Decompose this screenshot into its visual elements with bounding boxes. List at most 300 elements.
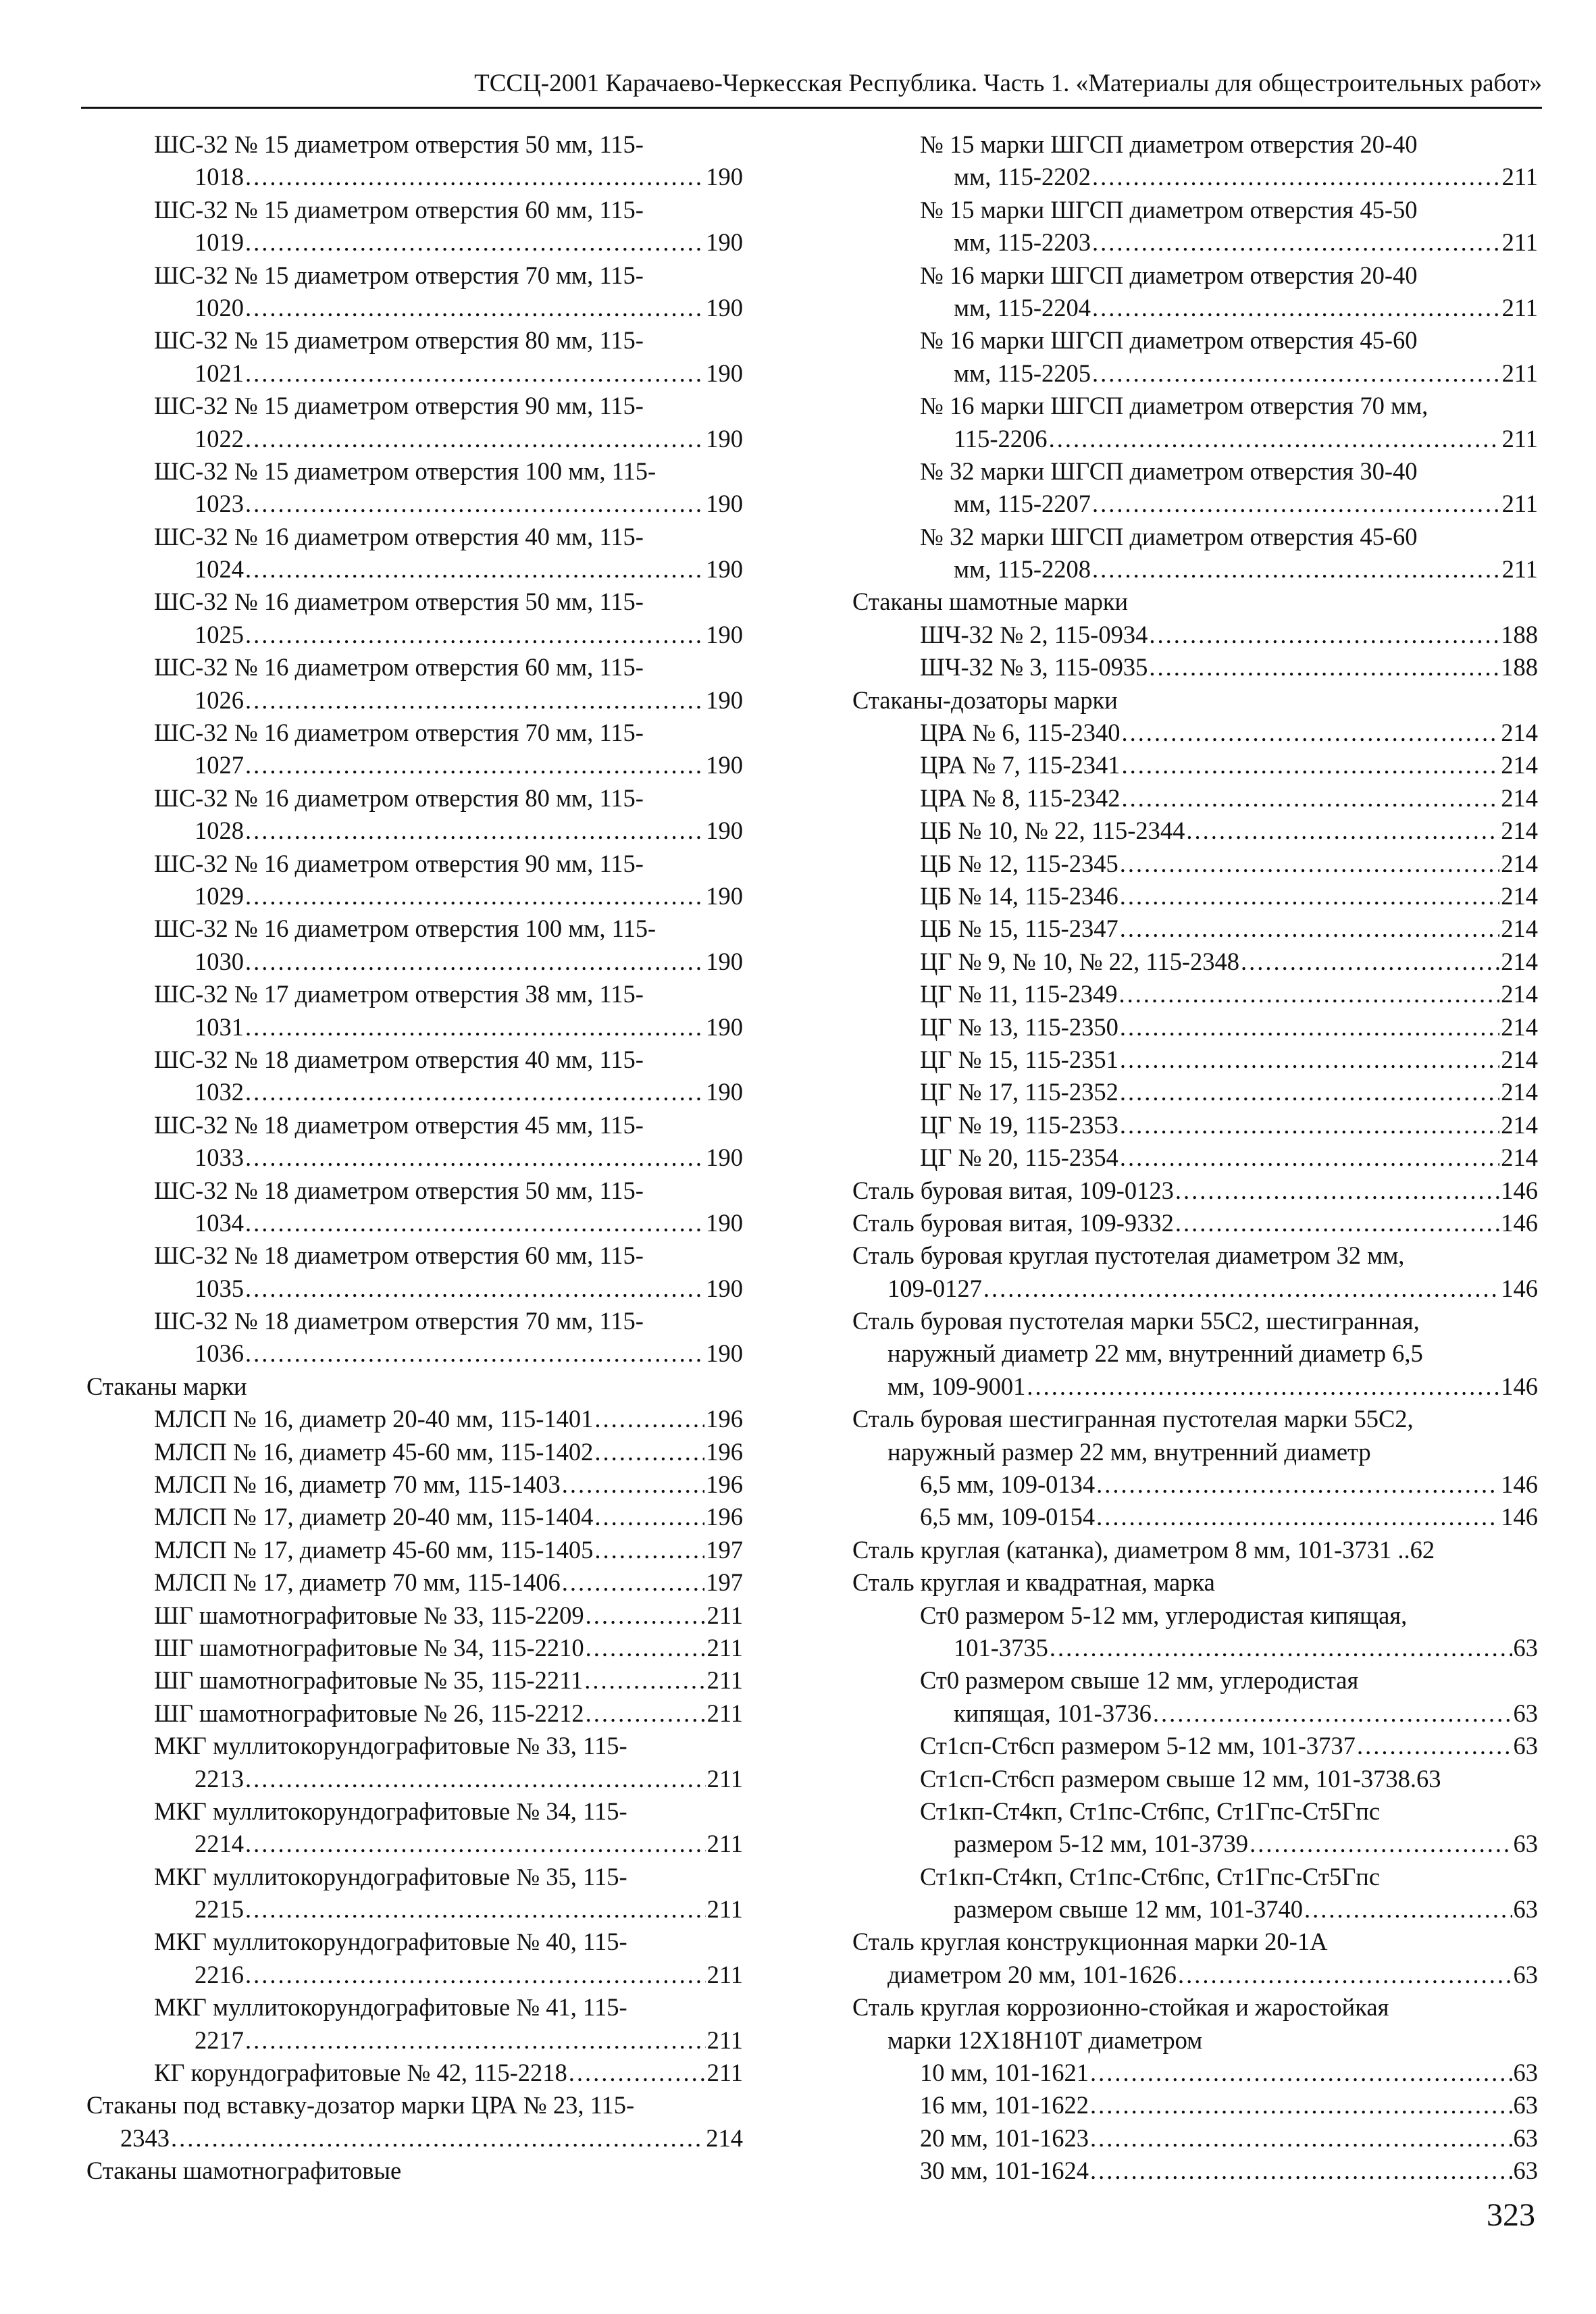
entry-text: № 32 марки ШГСП диаметром отверстия 30-40 <box>920 457 1418 485</box>
entry-text: Ст0 размером свыше 12 мм, углеродистая <box>920 1666 1359 1695</box>
dot-leader <box>1092 226 1501 259</box>
entry-text: наружный диаметр 22 мм, внутренний диаметр 6,5 <box>887 1339 1423 1368</box>
index-entry <box>852 717 1538 749</box>
entry-text: Сталь круглая (катанка), диаметром 8 мм, 101-3731 .. <box>852 1535 1410 1564</box>
index-entry <box>86 2057 743 2089</box>
index-entry <box>852 1305 1538 1403</box>
dot-leader <box>245 619 704 651</box>
index-entry <box>86 1305 743 1370</box>
entry-text: Сталь буровая шестигранная пустотелая марки 55С2, <box>852 1405 1414 1433</box>
index-entry <box>852 1175 1538 1207</box>
index-entry <box>86 782 743 848</box>
entry-text: № 32 марки ШГСП диаметром отверстия 45-60 <box>920 522 1418 550</box>
entry-page-number: 63 <box>1513 1732 1538 1760</box>
dot-leader <box>1092 553 1501 586</box>
dot-leader <box>245 1959 706 1991</box>
entry-text: 16 мм, 101-1622 <box>920 2091 1089 2119</box>
entry-page-number: 63 <box>1513 2059 1538 2087</box>
dot-leader <box>245 1893 706 1926</box>
entry-text: 2213 <box>195 1764 244 1793</box>
entry-text: 1019 <box>195 228 244 257</box>
entry-page-number: 196 <box>706 1437 743 1466</box>
index-entry <box>852 684 1538 717</box>
entry-page-number: 196 <box>706 1470 743 1499</box>
dot-leader <box>1050 1632 1512 1664</box>
dot-leader <box>983 1272 1499 1305</box>
dot-leader <box>586 1599 706 1632</box>
dot-leader <box>1120 1109 1499 1141</box>
dot-leader <box>584 1664 705 1697</box>
entry-page-number: 190 <box>706 293 743 322</box>
entry-page-number: 146 <box>1501 1470 1538 1499</box>
dot-leader <box>1049 423 1501 455</box>
entry-page-number: 211 <box>706 1960 743 1988</box>
dot-leader <box>1304 1893 1512 1926</box>
index-entry <box>852 1403 1538 1468</box>
entry-text: ШГ шамотнографитовые № 34, 115-2210 <box>154 1633 584 1662</box>
dot-leader <box>586 1632 706 1664</box>
index-entry <box>86 455 743 521</box>
index-entry <box>852 1730 1538 1762</box>
index-entry <box>86 259 743 325</box>
entry-text: 1033 <box>195 1143 244 1172</box>
entry-page-number: 211 <box>706 1699 743 1727</box>
index-entry <box>852 1207 1538 1239</box>
dot-leader <box>1120 880 1500 912</box>
entry-page-number: 146 <box>1501 1503 1538 1531</box>
dot-leader <box>1090 2089 1512 2122</box>
entry-text: ШС-32 № 15 диаметром отверстия 50 мм, 115- <box>154 130 644 158</box>
index-entry <box>86 1566 743 1599</box>
entry-text: ЦГ № 20, 115-2354 <box>920 1143 1118 1172</box>
entry-page-number: 214 <box>1501 947 1538 975</box>
entry-page-number: 214 <box>1501 1078 1538 1106</box>
entry-text: ШС-32 № 16 диаметром отверстия 40 мм, 115- <box>154 522 644 550</box>
entry-text: № 16 марки ШГСП диаметром отверстия 45-60 <box>920 326 1418 355</box>
entry-text: ШС-32 № 17 диаметром отверстия 38 мм, 115- <box>154 980 644 1008</box>
dot-leader <box>1120 848 1500 880</box>
entry-text: МКГ муллитокорундографитовые № 35, 115- <box>154 1862 627 1891</box>
entry-page-number: 63 <box>1513 2091 1538 2119</box>
entry-text: мм, 115-2205 <box>954 359 1091 387</box>
entry-text: кипящая, 101-3736 <box>954 1699 1152 1727</box>
dot-leader <box>245 1141 704 1174</box>
index-entry <box>852 2089 1538 2122</box>
entry-text: размером свыше 12 мм, 101-3740 <box>954 1895 1304 1924</box>
index-entry <box>852 1109 1538 1141</box>
entry-page-number: 196 <box>706 1405 743 1433</box>
entry-page-number: 190 <box>706 359 743 387</box>
dot-leader <box>1120 1011 1499 1044</box>
index-entry <box>852 1795 1538 1861</box>
entry-text: ШС-32 № 15 диаметром отверстия 60 мм, 115- <box>154 195 644 224</box>
index-entry <box>852 259 1538 325</box>
entry-text: Стаканы шамотные марки <box>852 588 1129 616</box>
entry-text: ШС-32 № 16 диаметром отверстия 60 мм, 115- <box>154 653 644 682</box>
index-entry <box>852 521 1538 586</box>
entry-text: МЛСП № 16, диаметр 45-60 мм, 115-1402 <box>154 1437 594 1466</box>
entry-page-number: 214 <box>1501 1110 1538 1139</box>
dot-leader <box>245 161 704 193</box>
dot-leader <box>245 1828 706 1860</box>
entry-page-number: 211 <box>706 2026 743 2054</box>
dot-leader <box>1096 1501 1499 1533</box>
index-entry <box>852 1534 1538 1566</box>
dot-leader <box>1120 1141 1499 1174</box>
entry-text: 1031 <box>195 1012 244 1041</box>
index-entry <box>852 1141 1538 1174</box>
entry-text: Ст1кп-Ст4кп, Ст1пс-Ст6пс, Ст1Гпс-Ст5Гпс <box>920 1797 1381 1825</box>
index-entry <box>86 1861 743 1926</box>
entry-page-number: 214 <box>1501 1045 1538 1073</box>
index-entry <box>852 2155 1538 2187</box>
dot-leader <box>1092 292 1501 324</box>
dot-leader <box>1241 946 1499 978</box>
entry-text: ШГ шамотнографитовые № 35, 115-2211 <box>154 1666 584 1695</box>
entry-text: 2217 <box>195 2026 244 2054</box>
entry-text: ЦБ № 12, 115-2345 <box>920 849 1118 877</box>
entry-text: мм, 109-9001 <box>887 1372 1026 1400</box>
running-header: ТССЦ-2001 Карачаево-Черкесская Республика. Часть 1. «Материалы для общестроительных работ» <box>474 70 1542 97</box>
index-entry <box>852 1763 1538 1795</box>
entry-page-number: 211 <box>1501 163 1538 191</box>
entry-page-number: 190 <box>706 424 743 453</box>
entry-page-number: 190 <box>706 490 743 518</box>
entry-text: ЦГ № 15, 115-2351 <box>920 1045 1118 1073</box>
entry-page-number: 190 <box>706 228 743 257</box>
entry-page-number: 190 <box>706 1339 743 1368</box>
entry-text: марки 12Х18Н10Т диаметром <box>887 2026 1203 2054</box>
entry-text: Стаканы под вставку-дозатор марки ЦРА № 23, 115- <box>86 2091 635 2119</box>
entry-text: Сталь буровая витая, 109-9332 <box>852 1208 1174 1237</box>
entry-page-number: 63 <box>1416 1764 1441 1793</box>
dot-leader <box>1120 912 1500 945</box>
entry-text: 1035 <box>195 1274 244 1302</box>
dot-leader <box>1121 749 1499 781</box>
entry-page-number: 214 <box>1501 980 1538 1008</box>
entry-page-number: 211 <box>1501 555 1538 584</box>
entry-page-number: 62 <box>1410 1535 1435 1564</box>
index-entry <box>86 1175 743 1240</box>
entry-text: мм, 115-2202 <box>954 163 1091 191</box>
index-entry <box>852 946 1538 978</box>
dot-leader <box>1092 357 1501 390</box>
entry-text: МЛСП № 16, диаметр 20-40 мм, 115-1401 <box>154 1405 594 1433</box>
dot-leader <box>245 1011 704 1044</box>
entry-page-number: 63 <box>1513 1830 1538 1858</box>
entry-page-number: 214 <box>1501 849 1538 877</box>
entry-text: № 15 марки ШГСП диаметром отверстия 45-50 <box>920 195 1418 224</box>
entry-page-number: 211 <box>706 1764 743 1793</box>
index-entry <box>852 749 1538 781</box>
dot-leader <box>245 1337 704 1370</box>
entry-page-number: 190 <box>706 1143 743 1172</box>
entry-page-number: 214 <box>1501 817 1538 845</box>
entry-page-number: 211 <box>706 1666 743 1695</box>
entry-text: № 16 марки ШГСП диаметром отверстия 70 мм, <box>920 392 1428 420</box>
entry-text: МКГ муллитокорундографитовые № 40, 115- <box>154 1928 627 1956</box>
page-number: 323 <box>1487 2197 1535 2233</box>
entry-text: диаметром 20 мм, 101-1626 <box>887 1960 1177 1988</box>
index-entry <box>86 1697 743 1730</box>
dot-leader <box>245 749 704 781</box>
index-entry <box>86 1991 743 2057</box>
entry-page-number: 214 <box>1501 881 1538 910</box>
entry-text: МЛСП № 17, диаметр 45-60 мм, 115-1405 <box>154 1535 594 1564</box>
entry-text: ЦГ № 11, 115-2349 <box>920 980 1118 1008</box>
entry-page-number: 211 <box>1501 490 1538 518</box>
entry-text: Стаканы марки <box>86 1372 247 1400</box>
dot-leader <box>1186 815 1499 847</box>
index-entry <box>852 1239 1538 1305</box>
index-entry <box>86 1632 743 1664</box>
index-entry <box>852 1861 1538 1926</box>
entry-text: 6,5 мм, 109-0154 <box>920 1503 1096 1531</box>
index-entry <box>86 1044 743 1109</box>
entry-text: ЦГ № 17, 115-2352 <box>920 1078 1118 1106</box>
dot-leader <box>1090 2122 1512 2155</box>
index-entry <box>86 717 743 782</box>
index-entry <box>852 1599 1538 1665</box>
entry-text: ШС-32 № 15 диаметром отверстия 90 мм, 115- <box>154 392 644 420</box>
entry-text: 6,5 мм, 109-0134 <box>920 1470 1096 1499</box>
entry-page-number: 211 <box>1501 228 1538 257</box>
entry-text: ШС-32 № 16 диаметром отверстия 100 мм, 115- <box>154 915 657 943</box>
entry-text: 1021 <box>195 359 244 387</box>
entry-page-number: 211 <box>1501 424 1538 453</box>
dot-leader <box>594 1436 704 1468</box>
index-entry <box>86 128 743 194</box>
entry-text: ЦГ № 9, № 10, № 22, 115-2348 <box>920 947 1239 975</box>
entry-text: КГ корундографитовые № 42, 115-2218 <box>154 2059 567 2087</box>
index-entry <box>86 1239 743 1305</box>
entry-text: 1022 <box>195 424 244 453</box>
entry-text: ШС-32 № 16 диаметром отверстия 80 мм, 115- <box>154 783 644 812</box>
entry-text: Сталь круглая конструкционная марки 20-1А <box>852 1928 1328 1956</box>
entry-text: 30 мм, 101-1624 <box>920 2157 1089 2185</box>
dot-leader <box>562 1566 705 1599</box>
index-entry <box>86 586 743 651</box>
dot-leader <box>594 1501 704 1533</box>
dot-leader <box>1092 161 1501 193</box>
entry-text: 1032 <box>195 1078 244 1106</box>
entry-text: наружный размер 22 мм, внутренний диаметр <box>887 1437 1371 1466</box>
entry-page-number: 214 <box>1501 915 1538 943</box>
dot-leader <box>1250 1828 1512 1860</box>
entry-page-number: 188 <box>1501 620 1538 648</box>
entry-text: ЦГ № 13, 115-2350 <box>920 1012 1118 1041</box>
entry-text: МКГ муллитокорундографитовые № 33, 115- <box>154 1732 627 1760</box>
entry-page-number: 63 <box>1513 2124 1538 2152</box>
entry-page-number: 190 <box>706 620 743 648</box>
index-entry <box>86 390 743 455</box>
dot-leader <box>1092 488 1501 520</box>
dot-leader <box>1175 1207 1499 1239</box>
entry-text: 1027 <box>195 751 244 779</box>
dot-leader <box>245 880 704 912</box>
entry-page-number: 211 <box>706 1895 743 1924</box>
entry-text: 1026 <box>195 686 244 714</box>
entry-page-number: 146 <box>1501 1208 1538 1237</box>
entry-text: ШС-32 № 15 диаметром отверстия 80 мм, 115- <box>154 326 644 355</box>
index-entry <box>852 848 1538 880</box>
index-entry <box>86 1370 743 1403</box>
dot-leader <box>171 2122 704 2155</box>
index-column-left <box>86 128 743 2188</box>
entry-page-number: 63 <box>1513 2157 1538 2185</box>
entry-text: Ст1кп-Ст4кп, Ст1пс-Ст6пс, Ст1Гпс-Ст5Гпс <box>920 1862 1381 1891</box>
entry-text: ШГ шамотнографитовые № 33, 115-2209 <box>154 1601 584 1629</box>
entry-text: Сталь буровая пустотелая марки 55С2, шестигранная, <box>852 1307 1420 1335</box>
entry-page-number: 214 <box>1501 1012 1538 1041</box>
entry-page-number: 190 <box>706 1274 743 1302</box>
entry-text: ШЧ-32 № 2, 115-0934 <box>920 620 1148 648</box>
entry-page-number: 190 <box>706 555 743 584</box>
entry-text: 1030 <box>195 947 244 975</box>
entry-page-number: 190 <box>706 1208 743 1237</box>
index-entry <box>852 880 1538 912</box>
index-entry <box>86 2089 743 2155</box>
entry-text: ШС-32 № 18 диаметром отверстия 45 мм, 115- <box>154 1110 644 1139</box>
dot-leader <box>1178 1959 1512 1991</box>
index-entry <box>86 651 743 717</box>
entry-page-number: 214 <box>1501 719 1538 747</box>
entry-text: ЦБ № 15, 115-2347 <box>920 915 1118 943</box>
dot-leader <box>1120 1044 1499 1076</box>
index-entry <box>852 455 1538 521</box>
dot-leader <box>586 1697 706 1730</box>
entry-text: 1025 <box>195 620 244 648</box>
entry-page-number: 190 <box>706 1078 743 1106</box>
entry-text: ШС-32 № 15 диаметром отверстия 70 мм, 115- <box>154 261 644 289</box>
dot-leader <box>569 2057 706 2089</box>
entry-text: МЛСП № 17, диаметр 20-40 мм, 115-1404 <box>154 1503 594 1531</box>
dot-leader <box>1090 2155 1512 2187</box>
entry-page-number: 190 <box>706 751 743 779</box>
dot-leader <box>1357 1730 1512 1762</box>
index-entry <box>86 1403 743 1435</box>
dot-leader <box>245 423 704 455</box>
index-entry <box>86 324 743 390</box>
entry-page-number: 146 <box>1501 1372 1538 1400</box>
entry-text: 109-0127 <box>887 1274 982 1302</box>
entry-text: ШС-32 № 18 диаметром отверстия 50 мм, 115- <box>154 1176 644 1204</box>
index-entry <box>86 194 743 259</box>
index-entry <box>852 1076 1538 1108</box>
dot-leader <box>245 1763 706 1795</box>
entry-text: мм, 115-2208 <box>954 555 1091 584</box>
index-entry <box>852 390 1538 455</box>
entry-text: ШГ шамотнографитовые № 26, 115-2212 <box>154 1699 584 1727</box>
entry-text: 1024 <box>195 555 244 584</box>
entry-page-number: 190 <box>706 817 743 845</box>
header-rule <box>81 107 1542 109</box>
index-entry <box>852 1664 1538 1730</box>
entry-page-number: 211 <box>706 2059 743 2087</box>
entry-text: 1023 <box>195 490 244 518</box>
entry-page-number: 190 <box>706 947 743 975</box>
entry-text: 1036 <box>195 1339 244 1368</box>
dot-leader <box>245 488 704 520</box>
dot-leader <box>245 815 704 847</box>
dot-leader <box>245 1207 704 1239</box>
entry-text: 101-3735 <box>954 1633 1048 1662</box>
index-entry <box>852 586 1538 618</box>
index-entry <box>86 978 743 1044</box>
index-entry <box>852 782 1538 815</box>
entry-text: ШС-32 № 15 диаметром отверстия 100 мм, 115- <box>154 457 657 485</box>
entry-text: Сталь круглая коррозионно-стойкая и жаростойкая <box>852 1993 1389 2022</box>
entry-text: Сталь буровая витая, 109-0123 <box>852 1176 1174 1204</box>
index-entry <box>852 128 1538 194</box>
index-entry <box>852 1468 1538 1501</box>
entry-text: № 15 марки ШГСП диаметром отверстия 20-40 <box>920 130 1418 158</box>
index-entry <box>852 651 1538 684</box>
entry-page-number: 214 <box>1501 1143 1538 1172</box>
index-entry <box>852 1044 1538 1076</box>
index-entry <box>852 619 1538 651</box>
entry-page-number: 190 <box>706 1012 743 1041</box>
entry-page-number: 211 <box>1501 359 1538 387</box>
dot-leader <box>1149 651 1499 684</box>
dot-leader <box>245 357 704 390</box>
index-entry <box>86 1664 743 1697</box>
entry-text: Стаканы шамотнографитовые <box>86 2157 402 2185</box>
entry-page-number: 214 <box>706 2124 743 2152</box>
dot-leader <box>245 1272 704 1305</box>
entry-text: МЛСП № 17, диаметр 70 мм, 115-1406 <box>154 1568 561 1597</box>
entry-page-number: 146 <box>1501 1274 1538 1302</box>
entry-page-number: 197 <box>706 1568 743 1597</box>
index-entry <box>852 194 1538 259</box>
index-entry <box>852 978 1538 1010</box>
dot-leader <box>245 292 704 324</box>
entry-text: ШС-32 № 18 диаметром отверстия 40 мм, 115- <box>154 1045 644 1073</box>
index-entry <box>852 1926 1538 1991</box>
entry-text: мм, 115-2203 <box>954 228 1091 257</box>
entry-text: ЦРА № 7, 115-2341 <box>920 751 1121 779</box>
entry-page-number: 211 <box>1501 293 1538 322</box>
entry-text: 2215 <box>195 1895 244 1924</box>
index-entry <box>86 521 743 586</box>
dot-leader <box>1121 782 1499 815</box>
dot-leader <box>1175 1175 1499 1207</box>
entry-text: 10 мм, 101-1621 <box>920 2059 1089 2087</box>
index-entry <box>852 1011 1538 1044</box>
entry-page-number: 211 <box>706 1633 743 1662</box>
dot-leader <box>245 2024 706 2057</box>
index-entry <box>86 1599 743 1632</box>
index-entry <box>86 2155 743 2187</box>
entry-text: ШС-32 № 18 диаметром отверстия 70 мм, 115- <box>154 1307 644 1335</box>
dot-leader <box>562 1468 705 1501</box>
entry-text: Стаканы-дозаторы марки <box>852 686 1118 714</box>
index-entry <box>86 1926 743 1991</box>
entry-text: Ст1сп-Ст6сп размером свыше 12 мм, 101-3738. <box>920 1764 1417 1793</box>
index-entry <box>852 912 1538 945</box>
index-entry <box>86 912 743 978</box>
entry-text: 1034 <box>195 1208 244 1237</box>
entry-page-number: 63 <box>1513 1895 1538 1924</box>
entry-text: № 16 марки ШГСП диаметром отверстия 20-40 <box>920 261 1418 289</box>
dot-leader <box>1090 2057 1512 2089</box>
entry-page-number: 196 <box>706 1503 743 1531</box>
index-entry <box>852 1501 1538 1533</box>
entry-text: Сталь буровая круглая пустотелая диаметром 32 мм, <box>852 1241 1405 1270</box>
entry-text: ШС-32 № 16 диаметром отверстия 70 мм, 115- <box>154 719 644 747</box>
dot-leader <box>1120 1076 1499 1108</box>
entry-text: мм, 115-2207 <box>954 490 1091 518</box>
